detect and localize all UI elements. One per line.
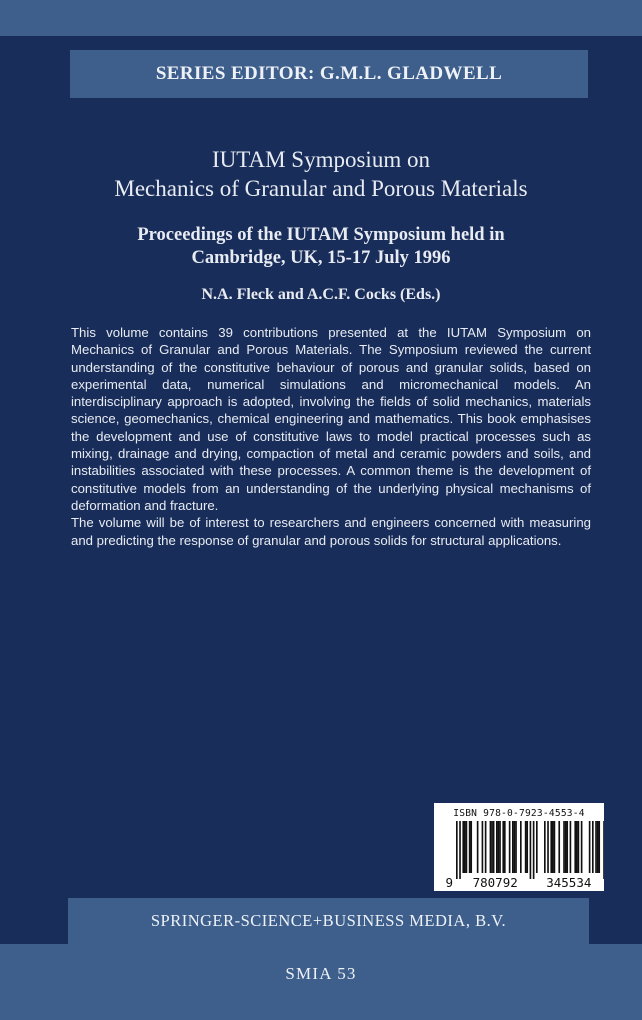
barcode-bar xyxy=(462,821,464,873)
barcode-digits: 780792 xyxy=(472,875,518,890)
barcode-bar xyxy=(456,821,458,879)
publisher-banner xyxy=(68,898,589,944)
barcode-bar xyxy=(499,821,501,873)
barcode-bar xyxy=(512,821,514,873)
barcode-icon xyxy=(434,803,604,891)
barcode-bar xyxy=(502,821,504,873)
barcode-bar xyxy=(466,821,468,873)
barcode-bar xyxy=(515,821,517,873)
isbn-barcode xyxy=(434,803,604,891)
series-editor-text: SERIES EDITOR: G.M.L. GLADWELL xyxy=(155,63,503,84)
editors: N.A. Fleck and A.C.F. Cocks (Eds.) xyxy=(201,286,441,303)
barcode-bar xyxy=(477,821,479,873)
barcode-bar xyxy=(558,821,560,873)
subtitle-line-1: Proceedings of the IUTAM Symposium held in xyxy=(137,225,505,245)
isbn-label: ISBN 978-0-7923-4553-4 xyxy=(453,808,585,819)
barcode-bar xyxy=(482,821,484,873)
barcode-digits: 345534 xyxy=(546,875,592,890)
barcode-bar xyxy=(493,821,495,873)
barcode-bar xyxy=(581,821,583,873)
barcode-bar xyxy=(491,821,493,873)
barcode-bar xyxy=(565,821,567,873)
barcode-bar xyxy=(603,821,604,879)
description-paragraph-2: The volume will be of interest to researchers and engineers concerned with measuring and predicting the response of granular and porous solids for structural applications. xyxy=(71,515,591,548)
series-editor-banner xyxy=(70,50,588,98)
barcode-bar xyxy=(498,821,500,873)
barcode-bar xyxy=(514,821,516,873)
barcode-bar xyxy=(485,821,487,873)
barcode-bar xyxy=(464,821,466,873)
barcode-bar xyxy=(566,821,568,873)
barcode-bar xyxy=(459,821,461,879)
barcode-bar xyxy=(595,821,597,873)
barcode-bar xyxy=(509,821,511,873)
barcode-bar xyxy=(550,821,552,873)
barcode-bar xyxy=(547,821,549,873)
series-code: SMIA 53 xyxy=(285,964,357,983)
barcode-digits: 9 xyxy=(445,875,453,890)
barcode-bar xyxy=(544,821,546,873)
barcode-bar xyxy=(526,821,528,873)
barcode-bar xyxy=(574,821,576,873)
publisher-name: SPRINGER-SCIENCE+BUSINESS MEDIA, B.V. xyxy=(150,911,507,930)
barcode-bar xyxy=(533,821,535,879)
barcode-bar xyxy=(592,821,594,873)
barcode-bar xyxy=(496,821,498,873)
barcode-bar xyxy=(525,821,527,873)
barcode-bar xyxy=(570,821,572,873)
barcode-bar xyxy=(504,821,506,873)
barcode-bar xyxy=(470,821,472,873)
subtitle-line-2: Cambridge, UK, 15-17 July 1996 xyxy=(191,248,451,268)
barcode-bar xyxy=(589,821,591,873)
title-line-2: Mechanics of Granular and Porous Materials xyxy=(114,176,528,201)
barcode-bar xyxy=(576,821,578,873)
barcode-bar xyxy=(490,821,492,873)
barcode-bar xyxy=(578,821,580,873)
title-line-1: IUTAM Symposium on xyxy=(212,147,430,172)
barcode-bar xyxy=(469,821,471,873)
barcode-bar xyxy=(554,821,556,873)
description-paragraph-1: This volume contains 39 contributions presented at the IUTAM Symposium on Mechanics of Granular and Porous Materials. The Symposium reviewed the current understanding of the constitutive behaviour of porous and granular solids, based on experimental data, numerical simulations and micromechanical models. An interdisciplinary approach is adopted, involving the fields of solid mechanics, materials science, geomechanics, chemical engineering and mathematics. This book emphasises the development and use of constitutive laws to model practical processes such as mixing, drainage and drying, compaction of metal and ceramic powders and soils, and instabilities associated with these processes. A common theme is the development of constitutive models from an understanding of the underlying physical mechanisms of deformation and fracture. xyxy=(71,325,591,513)
barcode-bar xyxy=(530,821,532,879)
barcode-bar xyxy=(552,821,554,873)
barcode-bar xyxy=(598,821,600,873)
description-text xyxy=(71,324,591,549)
barcode-bar xyxy=(597,821,599,873)
barcode-bar xyxy=(563,821,565,873)
barcode-bar xyxy=(520,821,522,873)
barcode-bar xyxy=(536,821,538,873)
